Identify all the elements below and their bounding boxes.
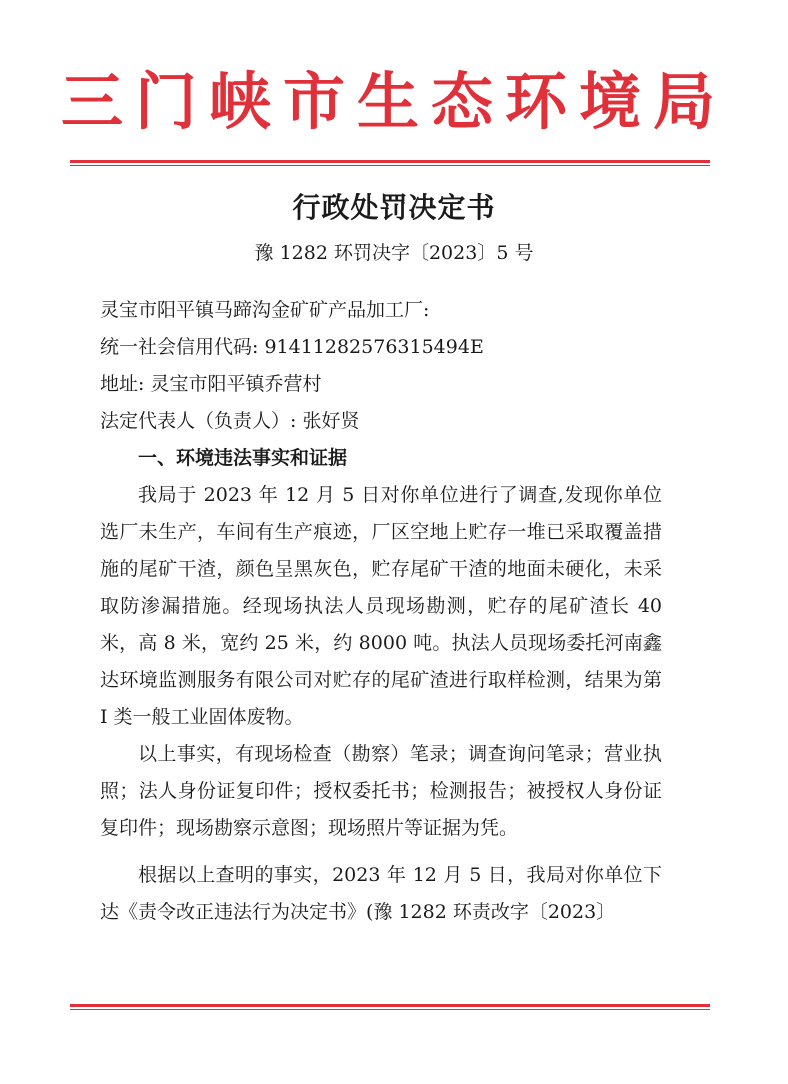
document-number: 豫 1282 环罚决字〔2023〕5 号 — [254, 242, 534, 264]
document-title: 行政处罚决定书 — [292, 191, 496, 224]
credit-code: 统一社会信用代码: 91411282576315494E — [100, 336, 484, 358]
footer-divider — [70, 1004, 710, 1010]
agency-letterhead: 三门峡市生态环境局 — [60, 65, 727, 138]
facts-paragraph: 我局于 2023 年 12 月 5 日对你单位进行了调查,发现你单位选厂未生产，车间有生产痕迹，厂区空地上贮存一堆已采取覆盖措施的尾矿干渣，颜色呈黑灰色，贮存尾矿干渣的地面未硬化，未采取防渗漏措施。经现场执法人员现场勘测，贮存的尾矿渣长 40 米，高 8 米，宽约 25 米，约 8000 吨。执法人员现场委托河南鑫达环境监测服务有限公司对贮存的尾矿渣进行取样检测，结果为第 I 类一般工业固体废物。 — [100, 484, 662, 728]
evidence-paragraph: 以上事实，有现场检查（勘察）笔录；调查询问笔录；营业执照；法人身份证复印件；授权委托书；检测报告；被授权人身份证复印件；现场勘察示意图；现场照片等证据为凭。 — [100, 743, 662, 839]
legal-representative: 法定代表人（负责人）: 张好贤 — [100, 410, 360, 432]
document-body — [100, 292, 662, 931]
section-heading: 一、环境违法事实和证据 — [138, 447, 348, 469]
letterhead-divider — [70, 160, 710, 166]
party-name: 灵宝市阳平镇马蹄沟金矿矿产品加工厂: — [100, 299, 430, 321]
order-paragraph: 根据以上查明的事实，2023 年 12 月 5 日，我局对你单位下达《责令改正违法行为决定书》(豫 1282 环责改字〔2023〕 — [100, 864, 662, 923]
party-address: 地址: 灵宝市阳平镇乔营村 — [100, 373, 322, 395]
